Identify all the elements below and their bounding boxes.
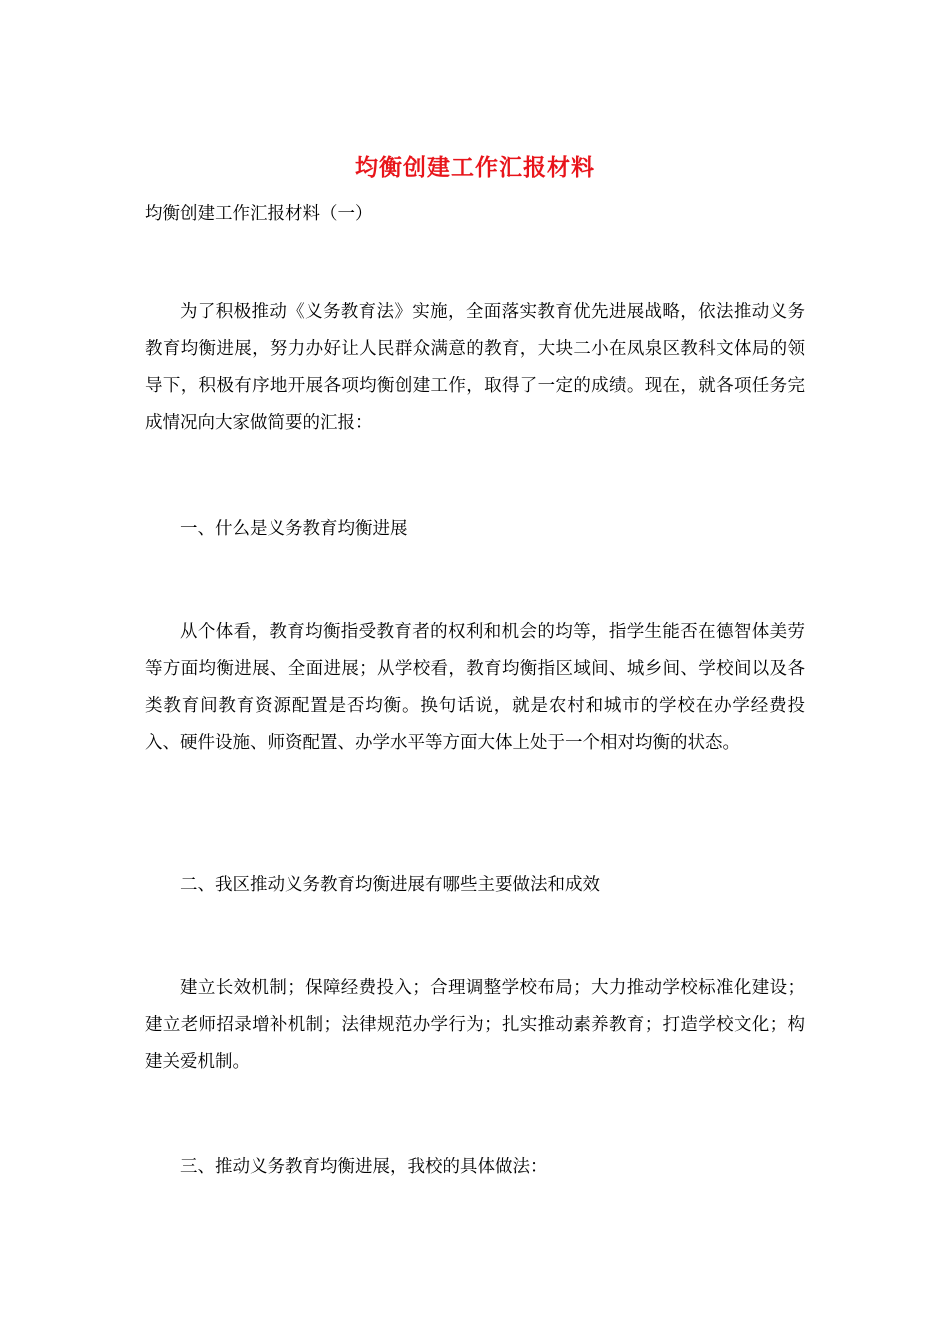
document-title: 均衡创建工作汇报材料 [355, 154, 595, 181]
document-subtitle: 均衡创建工作汇报材料（一） [145, 204, 373, 224]
intro-paragraph: 为了积极推动《义务教育法》实施，全面落实教育优先进展战略，依法推动义务教育均衡进展，努力办好让人民群众满意的教育，大块二小在凤泉区教科文体局的领导下，积极有序地开展各项均衡创建工作，取得了一定的成绩。现在，就各项任务完成情况向大家做简要的汇报： [145, 302, 805, 433]
section-2-heading: 二、我区推动义务教育均衡进展有哪些主要做法和成效 [180, 875, 600, 895]
section-2-body: 建立长效机制；保障经费投入；合理调整学校布局；大力推动学校标准化建设；建立老师招录增补机制；法律规范办学行为；扎实推动素养教育；打造学校文化；构建关爱机制。 [145, 978, 805, 1072]
section-1-heading: 一、什么是义务教育均衡进展 [180, 519, 408, 539]
section-1-body: 从个体看，教育均衡指受教育者的权利和机会的均等，指学生能否在德智体美劳等方面均衡进展、全面进展；从学校看，教育均衡指区域间、城乡间、学校间以及各类教育间教育资源配置是否均衡。换句话说，就是农村和城市的学校在办学经费投入、硬件设施、师资配置、办学水平等方面大体上处于一个相对均衡的状态。 [145, 622, 805, 753]
section-3-heading: 三、推动义务教育均衡进展，我校的具体做法： [180, 1157, 548, 1177]
